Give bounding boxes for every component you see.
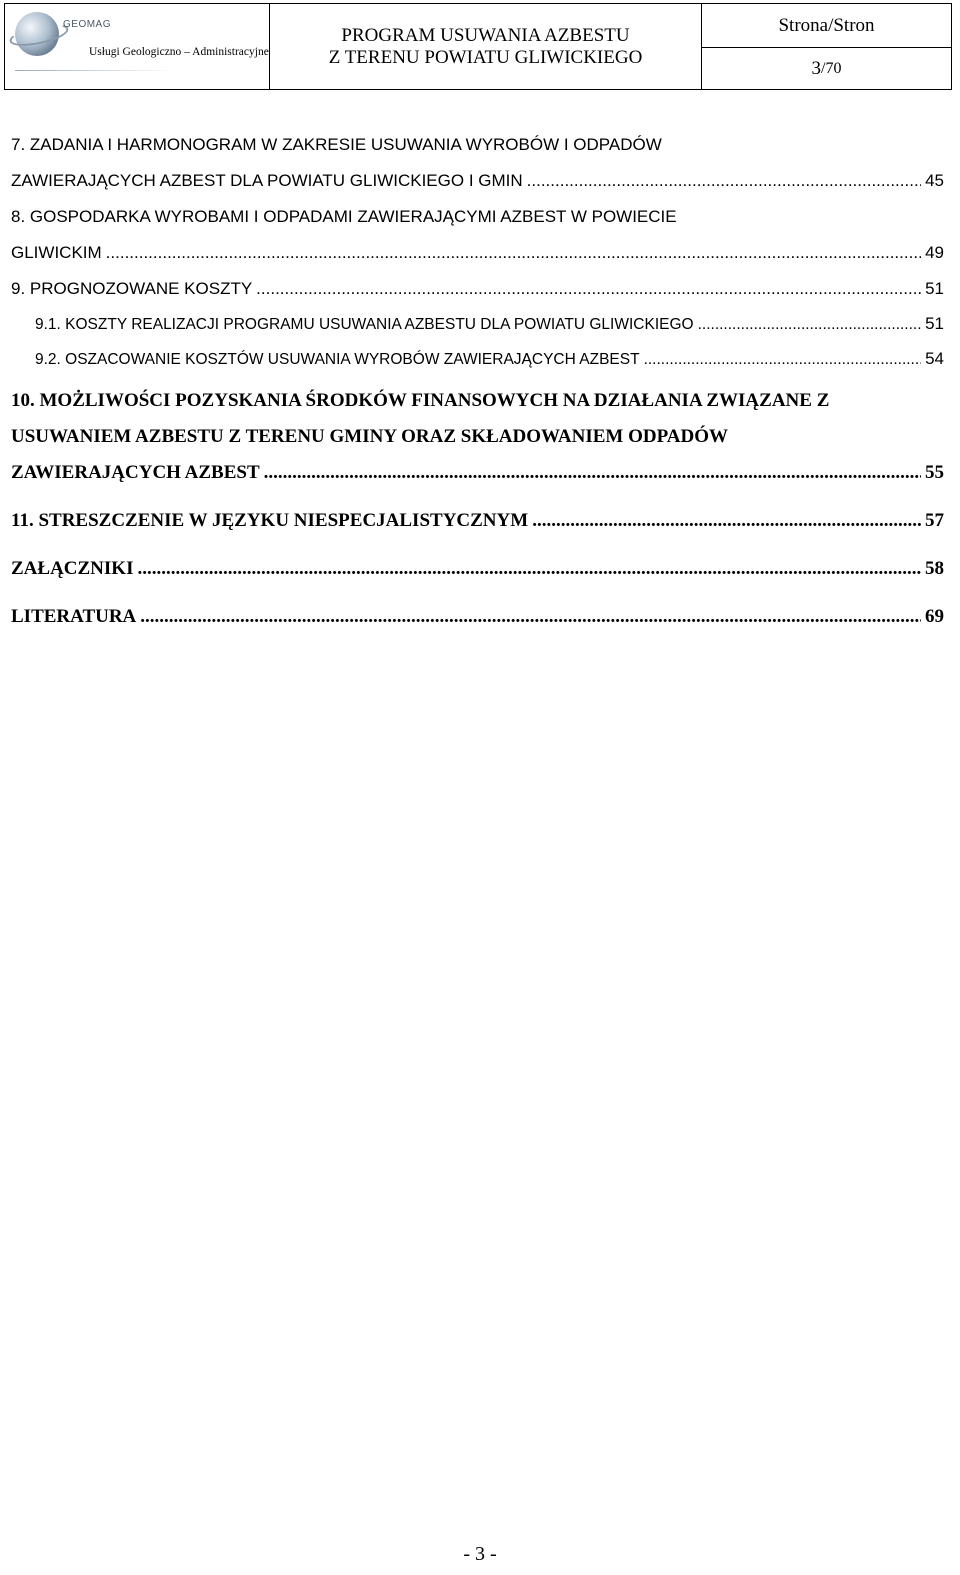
toc-page-number: 51 [925,279,944,298]
dot-leader [137,551,921,587]
toc-entry-9-2[interactable] [11,342,944,377]
toc-entry-10[interactable] [11,383,944,491]
toc-entry-text: LITERATURA [11,606,137,627]
toc-entry-text: 8. GOSPODARKA WYROBAMI I ODPADAMI ZAWIERAJĄCYMI AZBEST W POWIECIE [11,207,677,226]
toc-entry-text: ZAWIERAJĄCYCH AZBEST [11,462,260,483]
dot-leader [527,163,921,199]
dot-leader [532,503,921,539]
toc-page-number: 69 [925,606,944,627]
toc-entry-9-1[interactable] [11,307,944,342]
logo-name: GEOMAG [63,19,112,30]
dot-leader [106,235,921,271]
toc-entry-text: ZAŁĄCZNIKI [11,558,134,579]
toc-entry-text: 9.1. KOSZTY REALIZACJI PROGRAMU USUWANIA AZBESTU DLA POWIATU GLIWICKIEGO [35,316,694,333]
toc-entry-text: 7. ZADANIA I HARMONOGRAM W ZAKRESIE USUWANIA WYROBÓW I ODPADÓW [11,135,662,154]
toc-entry-text: ZAWIERAJĄCYCH AZBEST DLA POWIATU GLIWICKIEGO I GMIN [11,171,523,190]
page-footer-number: - 3 - [463,1543,497,1565]
dot-leader [256,271,921,307]
toc-entry-text: GLIWICKIM [11,243,102,262]
toc-page-number: 57 [925,510,944,531]
title-line-2: Z TERENU POWIATU GLIWICKIEGO [328,46,643,68]
page-count [702,48,951,89]
page-label: Strona/Stron [702,4,951,48]
dot-leader [264,455,921,491]
title-line-1: PROGRAM USUWANIA AZBESTU [341,24,630,46]
page-counter [702,4,951,89]
toc-entry-8[interactable] [11,199,944,271]
toc-entry-text: 11. STRESZCZENIE W JĘZYKU NIESPECJALISTYCZNYM [11,510,529,531]
page-header [4,3,952,90]
toc-entry-9[interactable] [11,271,944,307]
dot-leader [644,343,922,377]
dot-leader [698,308,921,342]
toc-page-number: 55 [925,462,944,483]
toc-page-number: 58 [925,558,944,579]
toc-entry-literatura[interactable] [11,599,944,635]
logo-divider [15,70,175,71]
table-of-contents [11,127,944,635]
document-title [270,4,702,89]
toc-entry-text: USUWANIEM AZBESTU Z TERENU GMINY ORAZ SKŁADOWANIEM ODPADÓW [11,426,728,447]
company-logo [5,4,270,89]
toc-entry-text: 9.2. OSZACOWANIE KOSZTÓW USUWANIA WYROBÓW ZAWIERAJĄCYCH AZBEST [35,351,640,368]
dot-leader [140,599,921,635]
toc-page-number: 45 [925,171,944,190]
page-current: 3 [811,57,822,79]
page-total: /70 [821,59,842,77]
logo-subtitle: Usługi Geologiczno – Administracyjne [89,46,269,58]
toc-entry-text: 10. MOŻLIWOŚCI POZYSKANIA ŚRODKÓW FINANSOWYCH NA DZIAŁANIA ZWIĄZANE Z [11,390,830,411]
toc-entry-zalaczniki[interactable] [11,551,944,587]
toc-page-number: 51 [925,314,944,333]
toc-entry-text: 9. PROGNOZOWANE KOSZTY [11,279,253,298]
toc-page-number: 49 [925,243,944,262]
toc-page-number: 54 [925,349,944,368]
toc-entry-7[interactable] [11,127,944,199]
toc-entry-11[interactable] [11,503,944,539]
